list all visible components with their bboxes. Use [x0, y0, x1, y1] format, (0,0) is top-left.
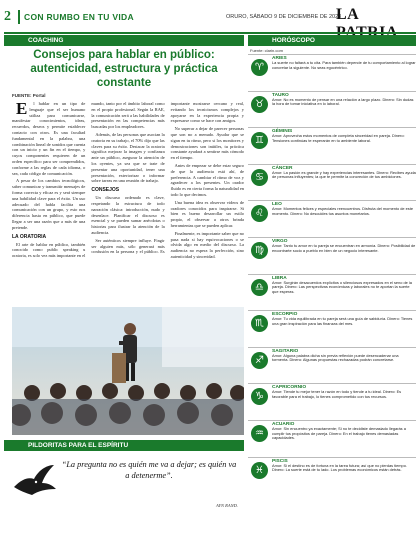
sign-name: TAURO	[272, 92, 289, 98]
sign-text: Amor: Surgirán desacuerdos explícitos o silenciosos expresados en el seno de la pareja. Dinero: Las perspectivas económicas y laborales no te aportan la suerte que esperas.	[272, 279, 412, 294]
sign-text: Amor: Tiende tu mejor tener la razón en todo y tiende a tu ideal. Dinero: Es favorable para el trabajo, lo tienes comprometido con tus recursos.	[272, 389, 402, 399]
horoscope-list	[248, 54, 416, 493]
sign-text: Amor: Aprovecha estos momentos de completa sinceridad en pareja. Dinero: Tensiones continúas te esperarán en tu ambiente laboral.	[272, 133, 405, 143]
dateline: ORURO, SÁBADO 9 DE DICIEMBRE DE 2023	[226, 14, 342, 20]
zodiac-5-icon: ♍	[251, 242, 268, 259]
sign-text: Amor: Si el destino es de fortuna en la tarea futura; así que no pierdas tiempo. Dinero: La suerte está de tu lado. Los problemas económicos están detrás.	[272, 462, 407, 473]
sign-name: ACUARIO	[272, 421, 295, 427]
sign-text: Amor: Alguna palabra dicha sin previa reflexión puede desencadenar una tormenta. Dinero: Algunas propuestas rechazadas podrán concretarse.	[272, 352, 399, 363]
article-paragraph: Un discurso ordenado es clave, respetando la estructura de todo narración clásica: introducción, nudo y desenlace. Planificar el discurso es esencial y se pueden sumar anécdotas o historias para ilustrar la atención de la audiencia.	[91, 195, 165, 235]
article-subhead: LA ORATORIA	[12, 233, 47, 240]
page-number: 2	[4, 9, 11, 24]
article-source: FUENTE: Portal	[12, 93, 46, 98]
horoscope-sign-tauro	[248, 91, 416, 128]
zodiac-10-icon: ♒	[251, 425, 268, 442]
horoscope-sign-cncer	[248, 164, 416, 201]
newspaper-logo: LA	[336, 6, 359, 23]
sign-name: LEO	[272, 202, 282, 208]
article-subhead: CONSEJOS	[91, 187, 120, 194]
horoscope-sign-piscis	[248, 457, 416, 494]
header-rule	[4, 32, 416, 34]
horoscope-sign-virgo	[248, 237, 416, 274]
sign-name: CAPRICORNIO	[272, 385, 307, 391]
horoscope-sign-acuario	[248, 420, 416, 457]
article-paragraph: Además, de las personas que asocian la oratoria en su trabajo, el 70% dijo que las claves para su éxito. Destacar la oratoria significa mejorar la imagen y confianza ante un público, asegurar la atención de los oyentes, ya sea que se trate de presentar una oportunidad, tener una presentación, exteriorizar o informar sobre tareas en una reunión de trabajo.	[91, 131, 165, 184]
article-paragraph: A pesar de los cambios tecnológicos, saber comunicar y transmitir mensajes de forma correcta y eficaz es y será siempre una habilidad clave para el éxito. Un uso adecuado del habla facilita una comunicación con un grupo, y esto nos diferencia hasta en público, que puede llegar a ser una razón que a más de una pretende.	[12, 178, 86, 230]
zodiac-0-icon: ♈	[251, 59, 268, 76]
dove-icon	[10, 457, 58, 505]
quote-author: AYN RAND.	[215, 503, 238, 508]
article-tag: COACHING	[4, 35, 244, 46]
article-photo	[12, 307, 244, 435]
zodiac-7-icon: ♏	[251, 315, 268, 332]
section-title: CON RUMBO EN TU VIDA	[24, 12, 134, 22]
sign-text: La suerte no faltará a tu cita. Para también depende de tu comportamiento al lograr concretar la siguiente. No seas egocéntrico.	[272, 60, 416, 70]
pildoritas-title: PILDORITAS PARA EL ESPÍRITU	[4, 440, 244, 451]
horoscope-sign-aries	[248, 54, 416, 91]
sign-name: GÉMINIS	[272, 129, 293, 135]
article-paragraph: Una buena idea es observar videos de oradores conocidos para inspirarse. Si bien es bueno desarrollar un estilo propio, el observar a otros brinda herramientas que se pueden aplicar.	[170, 199, 244, 228]
horoscope-sign-leo	[248, 200, 416, 237]
sign-name: PISCIS	[272, 458, 288, 464]
drop-cap: E	[16, 99, 28, 118]
header-separator	[18, 10, 20, 24]
pildoritas-box	[4, 451, 244, 517]
sign-name: SAGITARIO	[272, 348, 299, 354]
sign-text: Amor: Momentos felices y especiales reencuentros. Disfruta del momento de este momento. Dinero: No descuides tus asuntos monetarios.	[272, 206, 413, 216]
article-paragraph: Finalmente, es importante saber que no pasa nada si hay equivocaciones o se olvida algo en medio del discurso. La audiencia no espera la perfección, sino autenticidad y sinceridad.	[170, 230, 244, 259]
article-paragraph: Antes de empezar se debe estar seguro de que la audiencia está ahí, de preferencia. A cambiar el ritmo de voz y agradecer a los presentes. Un orador fluido es en cierta forma la naturalidad en todo lo que decimos.	[170, 162, 244, 197]
article-headline: Consejos para hablar en público: autenticidad, estructura y práctica constante	[30, 49, 218, 89]
sign-text: Amor: Tu vida equilibrada en tu pareja será una guía de sabiduría. Dinero: Tienes una gran inspiración para las finanzas del mes.	[272, 316, 413, 326]
horoscope-sign-gminis	[248, 127, 416, 164]
sign-name: LIBRA	[272, 275, 287, 281]
page-header	[0, 2, 420, 36]
horoscope-sign-sagitario	[248, 347, 416, 384]
horoscope-sign-capricornio	[248, 383, 416, 420]
zodiac-3-icon: ♋	[251, 169, 268, 186]
article-paragraph: E l hablar en un tipo de lenguaje que el ser humano utiliza para comunicarse, manifestar conocimientos, ideas, recuerdos, deseos y permite establecer contacto con otros. Es una facultad fundamental en la palabra, una combinación lineal de sonidos que cuenta con un inicio y un fin en el tiempo, y cuyos componentes requieren de un orden específico para ser comprendidos, conforme a las reglas de cada idioma, o sea, cada código de comunicación.	[12, 99, 86, 176]
horoscope-source: Fuente: clarin.com	[250, 48, 283, 53]
sign-name: ARIES	[272, 56, 287, 61]
sign-text: Amor: No es momento de pensar en una relación a largo plazo. Dinero: Sin dudas la hora de tomar iniciativa en lo laboral.	[272, 96, 414, 107]
horoscope-column	[248, 35, 416, 531]
zodiac-6-icon: ♎	[251, 279, 268, 296]
zodiac-9-icon: ♑	[251, 388, 268, 405]
sign-text: Amor: Tanto tu amor en tu pareja se encuentran en armonía. Dinero: Posibilidad de encontrarte socio a pueblo en bien de un negocio interesante.	[272, 242, 416, 253]
article-paragraph: El arte de hablar en público, también conocido como public speaking u oratoria, es solo vez más importante en el mundo, tanto por el ámbito laboral como en el propio profesional. Según la RAE, la comunicación será a las habilidades de presentación en las competencias más buscadas por los empleadores.	[12, 101, 165, 259]
zodiac-8-icon: ♐	[251, 352, 268, 369]
horoscope-sign-escorpio	[248, 310, 416, 347]
sign-name: ESCORPIO	[272, 312, 298, 318]
sign-name: VIRGO	[272, 238, 288, 244]
sign-name: CÁNCER	[272, 165, 293, 171]
zodiac-11-icon: ♓	[251, 462, 268, 479]
pildoritas-quote: “La pregunta no es quién me va a dejar; es quién va a detenerme”.	[61, 460, 237, 480]
article-paragraph: No superar a dejar de parecer personas que son no a menudo. Ayudar que se sigan en tu ritmo, pero si los monitores y demostraciones son inútiles, tu práctica constante ayudará a sentirse más cómodo en el tiempo.	[170, 126, 244, 161]
article-paragraph: Ser auténticos siempre influye. Fingir ser alguien más, sólo generará más confusión en la persona y el público. Es importante mostrarse cercano y real, evitando los tecnicismos complejos y apoyarse en la experiencia propia y expresarse como se hace con amigos.	[91, 101, 244, 255]
sign-text: Amor: Sin encuentro ya exactamente; Si no te decidiste demasiado llegarás a cumplir tus propósitos de pareja. Dinero: En el trabajo tienes demasiadas capacidades.	[272, 425, 406, 441]
zodiac-2-icon: ♊	[251, 132, 268, 149]
sign-text: Amor: La pasión es grande y hay experiencias interesantes. Dinero: Recibes ayuda de personas influyentes; la que te permite la concreción de tus ambiciones.	[272, 169, 416, 180]
zodiac-4-icon: ♌	[251, 205, 268, 222]
article-column	[4, 35, 244, 517]
speaker-audience-illustration	[12, 307, 244, 435]
horoscope-sign-libra	[248, 274, 416, 311]
horoscope-title: HORÓSCOPO	[248, 35, 416, 46]
zodiac-1-icon: ♉	[251, 96, 268, 113]
